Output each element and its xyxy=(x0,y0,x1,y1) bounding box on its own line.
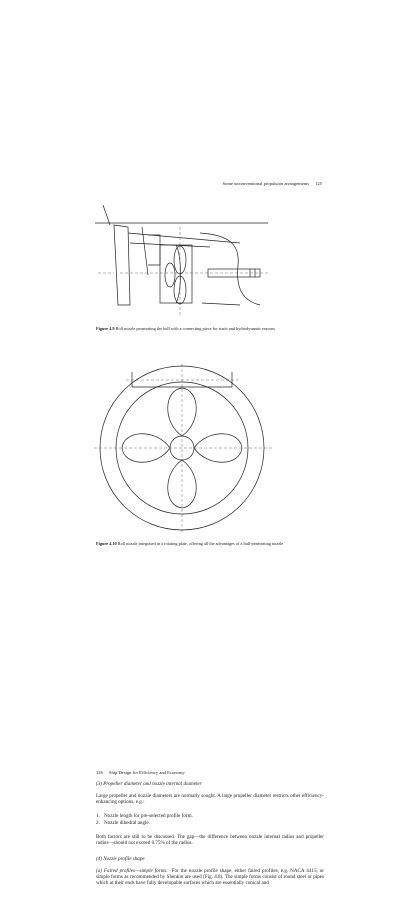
list-item-number: 2. xyxy=(96,820,100,826)
page-number: 125 xyxy=(315,181,322,186)
figure-4-10-caption xyxy=(96,541,316,546)
section-4-heading: (4) Nozzle profile shape xyxy=(96,856,145,862)
figure-4-10-label: Figure 4.10 xyxy=(96,541,117,546)
list-item xyxy=(96,820,150,826)
list-item-text: Nozzle dihedral angle. xyxy=(104,820,150,826)
section-3-heading: (3) Propeller diameter and nozzle internal diameter xyxy=(96,781,202,787)
figure-4-9-caption xyxy=(96,326,316,331)
running-header-page-126 xyxy=(96,770,185,775)
running-header xyxy=(222,181,322,186)
figure-4-9-drawing xyxy=(90,205,270,325)
running-header-title-126: Ship Design for Efficiency and Economy xyxy=(108,770,185,775)
figure-4-10-drawing xyxy=(92,362,277,537)
paragraph-3-text: For the nozzle profile shape, either faired profiles, e.g. NACA 4415, or simple forms as recommended by Shenkin are used (Fig. 4.8). The simple forms consist of round steel or pipes which at their ends have fully developable surfaces which are essentially conical and xyxy=(96,868,324,887)
figure-4-9-caption-text: Roll nozzle penetrating the hull with a connecting piece for static and hydrodynamic reasons xyxy=(115,326,275,331)
page-number-126: 126 xyxy=(96,770,103,775)
paragraph-1: Large propeller and nozzle diameters are normally sought. A large propeller diameter restricts other efficiency-enhancing options, e.g.: xyxy=(96,793,324,806)
paragraph-2: Both factors are still to be discussed. The gap—the difference between nozzle internal radius and propeller radius—should not exceed 0.75% of the radius. xyxy=(96,834,324,847)
list-item xyxy=(96,813,193,819)
list-item-number: 1. xyxy=(96,813,100,819)
paragraph-3 xyxy=(96,868,324,887)
list-item-text: Nozzle length for pre-selected profile form. xyxy=(104,813,193,819)
figure-4-10-caption-text: Roll nozzle integrated in a rotating plate, offering all the advantages of a hull-penetrating nozzle xyxy=(117,541,284,546)
figure-4-9-label: Figure 4.9 xyxy=(96,326,115,331)
paragraph-3-lead: (a) Faired profiles—simple forms. xyxy=(96,868,168,874)
running-header-title: Some unconventional propulsion arrangements xyxy=(222,181,310,186)
